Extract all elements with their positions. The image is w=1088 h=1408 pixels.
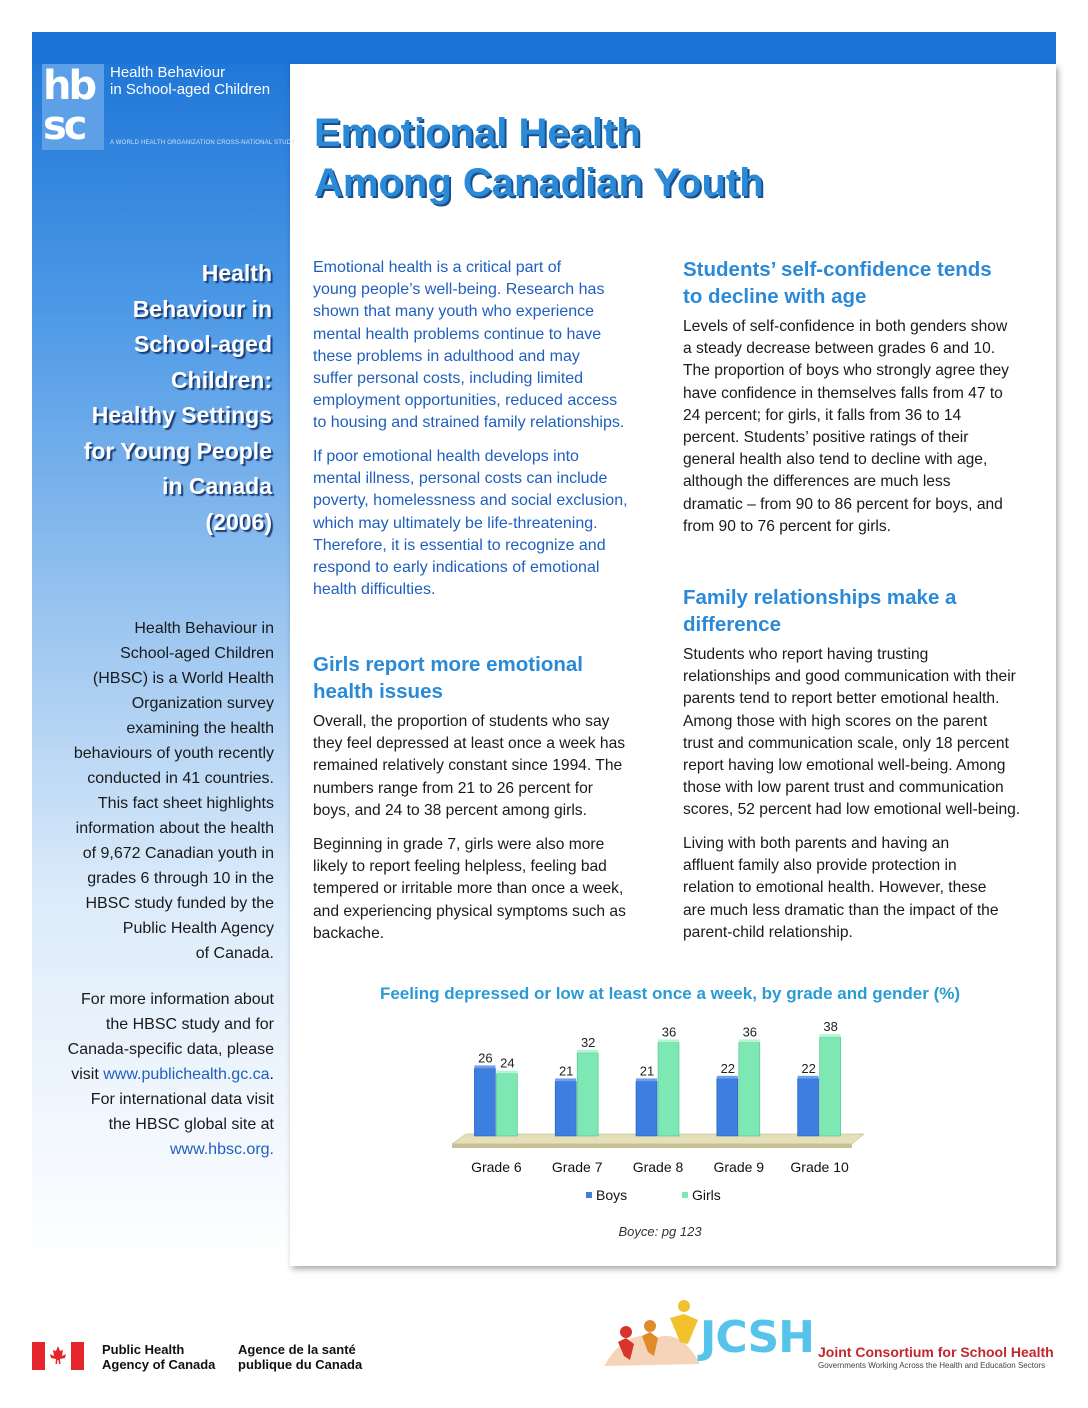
bar-boys (555, 1081, 576, 1136)
sidebar-heading-line: Children: (171, 366, 272, 393)
text-line: remained relatively constant since 1994. The (313, 757, 623, 775)
more-info-line: For more information about (81, 991, 274, 1008)
data-label: 21 (558, 1063, 574, 1079)
text-line: 24 percent; for girls, it falls from 36 to 14 (683, 406, 962, 424)
text-line: boys, and 24 to 38 percent among girls. (313, 801, 587, 819)
text-line: affluent family also provide protection in (683, 857, 957, 875)
text-line: backache. (313, 924, 385, 942)
x-tick-label: Grade 6 (471, 1159, 522, 1175)
legend-label-boys: Boys (596, 1187, 628, 1203)
data-label: 38 (823, 1019, 838, 1035)
text-line: report having low emotional well-being. Among (683, 757, 1006, 775)
bar-boys (717, 1079, 738, 1136)
text-line: although the differences are much less (683, 473, 951, 491)
more-info-line (40, 1062, 274, 1087)
text-line: relationships and good communication with their (683, 668, 1016, 686)
text-line: trust and communication scale, only 18 percent (683, 734, 1009, 752)
legend-swatch-boys (586, 1192, 592, 1198)
intro-paragraph-2 (313, 446, 673, 601)
girls-paragraph-1 (313, 711, 673, 822)
intro-paragraph-1 (313, 257, 673, 435)
more-info-line: Canada-specific data, please (67, 1041, 274, 1058)
bar-top-girls (496, 1071, 517, 1074)
data-label: 22 (801, 1060, 816, 1076)
text-line: parent-child relationship. (683, 923, 853, 941)
bar-top-boys (636, 1078, 657, 1081)
text-line: those with low parent trust and communication (683, 779, 1004, 797)
sidebar-about-line: Health Behaviour in (134, 620, 274, 637)
footer-line: Agency of Canada (102, 1357, 216, 1372)
data-label: 36 (661, 1024, 677, 1040)
jcsh-tagline: Governments Working Across the Health and Education Sectors (818, 1361, 1046, 1370)
data-label: 32 (580, 1034, 596, 1050)
heading-line: to decline with age (683, 285, 867, 308)
hbsc-logo (42, 64, 104, 150)
text-line: Therefore, it is essential to recognize and (313, 536, 606, 554)
text-line: they feel depressed at least once a week has (313, 735, 626, 753)
text-line: Beginning in grade 7, girls were also more (313, 836, 605, 853)
x-tick-label: Grade 10 (790, 1159, 849, 1175)
text-line: health difficulties. (313, 581, 436, 599)
data-label: 21 (639, 1063, 655, 1079)
text-line: these problems in adulthood and may (313, 347, 580, 365)
sidebar-about-line: School-aged Children (120, 645, 274, 662)
bar-boys (636, 1081, 657, 1136)
text-line: suffer personal costs, including limited (313, 370, 584, 388)
sidebar-about (40, 616, 274, 966)
footer-line: Agence de la santé (238, 1342, 356, 1357)
text-line: likely to report feeling helpless, feeling bad (313, 858, 607, 876)
footer-agency-fr (238, 1342, 362, 1372)
heading-line: difference (683, 613, 781, 636)
bar-top-boys (555, 1078, 576, 1081)
section-heading-self-confidence (683, 256, 1043, 310)
family-paragraph-2 (683, 833, 1048, 944)
text-line: scores, 52 percent had low emotional well-being. (683, 801, 1021, 819)
more-info-line: the HBSC study and for (105, 1016, 274, 1033)
x-tick-label: Grade 8 (632, 1159, 684, 1175)
text-line: relation to emotional health. However, these (683, 879, 987, 897)
more-info-line: For international data visit (90, 1091, 274, 1108)
top-banner (32, 32, 1056, 64)
sidebar-more-info (40, 987, 274, 1162)
bar-top-boys (474, 1065, 495, 1068)
bar-boys (474, 1068, 495, 1136)
text-line: dramatic – from 90 to 86 percent for boys, and (683, 495, 1003, 513)
text-line: employment opportunities, reduced access (313, 392, 618, 410)
footer-agency-en (102, 1342, 215, 1372)
canada-flag-icon (32, 1342, 84, 1370)
sidebar-heading-line: School-aged (133, 331, 272, 357)
text-line: a steady decrease between grades 6 and 10. (683, 340, 996, 358)
logo-line1: Health Behaviour (110, 64, 226, 81)
chart-title: Feeling depressed or low at least once a week, by grade and gender (%) (379, 984, 961, 1003)
sidebar-heading-line: Behaviour in (132, 295, 272, 322)
sidebar-heading (40, 256, 272, 540)
bar-girls (739, 1042, 760, 1136)
sidebar-about-line: HBSC study funded by the (85, 895, 274, 912)
hbsc-link[interactable]: www.hbsc.org. (169, 1141, 274, 1158)
legend-swatch-girls (682, 1192, 688, 1198)
bar-top-girls (820, 1034, 841, 1037)
page-title-line1: Emotional Health (314, 111, 641, 155)
text-line: The proportion of boys who strongly agree they (683, 362, 1009, 380)
section-heading-family (683, 584, 1043, 638)
text-line: general health also tend to decline with age, (683, 451, 988, 469)
jcsh-name: Joint Consortium for School Health (818, 1344, 1054, 1360)
sidebar-heading-line: (2006) (205, 508, 272, 535)
bar-chart (440, 1018, 880, 1223)
bar-top-girls (739, 1039, 760, 1042)
family-paragraph-1 (683, 644, 1048, 822)
text-line: to housing and strained family relationships. (313, 414, 625, 432)
text-line: have confidence in themselves falls from 47 to (683, 384, 1003, 402)
x-tick-label: Grade 9 (713, 1159, 765, 1175)
sidebar-about-line: Organization survey (131, 695, 274, 712)
data-label: 36 (742, 1024, 758, 1040)
text-line: are much less dramatic than the impact of the (683, 901, 999, 919)
sidebar-about-line: This fact sheet highlights (97, 795, 274, 812)
footer-line: publique du Canada (238, 1357, 363, 1372)
sidebar-about-line: Public Health Agency (122, 920, 274, 937)
text-line: percent. Students’ positive ratings of their (683, 429, 969, 447)
logo-line2: in School-aged Children (110, 81, 271, 98)
text-line: respond to early indications of emotional (313, 559, 600, 577)
sidebar-about-line: behaviours of youth recently (73, 745, 274, 762)
sidebar-about-line: of 9,672 Canadian youth in (82, 845, 274, 862)
text-line: parents tend to report better emotional health. (683, 690, 1000, 708)
text-line: from 90 to 76 percent for girls. (683, 517, 892, 535)
text-line: If poor emotional health develops into (313, 448, 579, 465)
data-label: 22 (720, 1060, 736, 1076)
sidebar-heading-line: for Young People (83, 437, 272, 464)
text-line: numbers range from 21 to 26 percent for (313, 779, 593, 797)
bar-girls (658, 1042, 679, 1136)
chart-source: Boyce: pg 123 (618, 1224, 702, 1239)
bar-girls (820, 1037, 841, 1136)
section-heading-girls (313, 651, 673, 705)
sidebar-heading-line: Healthy Settings (91, 402, 272, 428)
sidebar-about-line: grades 6 through 10 in the (87, 870, 274, 887)
text-line: mental health problems continue to have (313, 325, 602, 343)
text-line: young people’s well-being. Research has (313, 281, 605, 299)
text-line: poverty, homelessness and social exclusion, (313, 492, 628, 510)
sidebar-about-line: conducted in 41 countries. (87, 770, 274, 787)
jcsh-figures-icon (596, 1298, 706, 1378)
more-info-line: the HBSC global site at (108, 1116, 274, 1133)
text-line: Students who report having trusting (683, 646, 929, 663)
bar-girls (577, 1053, 598, 1136)
text-line: Living with both parents and having an (683, 835, 950, 852)
text-line: which may ultimately be life-threatening. (313, 514, 598, 532)
more-info-period: . (269, 1066, 274, 1083)
text-line: tempered or irritable more than once a week, (313, 880, 624, 898)
footer-line: Public Health (102, 1342, 185, 1357)
text-line: Overall, the proportion of students who say (313, 713, 610, 730)
text-line: Levels of self-confidence in both genders show (683, 318, 1008, 335)
sidebar-about-line: (HBSC) is a World Health (92, 670, 274, 687)
bar-top-boys (798, 1076, 819, 1079)
text-line: and experiencing physical symptoms such as (313, 902, 626, 920)
logo-letters-top: hb (43, 63, 95, 109)
sidebar-about-line: information about the health (75, 820, 274, 837)
jcsh-abbreviation: JCSH (700, 1312, 814, 1363)
heading-line: Students’ self-confidence tends (683, 258, 992, 281)
publichealth-link[interactable]: www.publichealth.gc.ca (103, 1066, 270, 1083)
jcsh-logo (596, 1298, 1066, 1378)
sidebar-heading-line: in Canada (162, 473, 272, 499)
logo-subtitle: A WORLD HEALTH ORGANIZATION CROSS-NATIONAL STUDY (110, 140, 296, 146)
bar-boys (798, 1079, 819, 1136)
chart-floor-edge (452, 1144, 852, 1148)
girls-paragraph-2 (313, 834, 673, 945)
heading-line: Family relationships make a (683, 586, 957, 609)
bar-top-girls (577, 1050, 598, 1053)
x-tick-label: Grade 7 (551, 1159, 603, 1175)
text-line: Emotional health is a critical part of (313, 259, 562, 276)
legend-label-girls: Girls (692, 1187, 721, 1203)
sidebar-about-line: of Canada. (195, 945, 274, 962)
data-label: 24 (500, 1055, 515, 1071)
self-confidence-paragraph (683, 316, 1048, 538)
sidebar-about-line: examining the health (126, 720, 274, 737)
more-info-visit: visit (71, 1066, 104, 1083)
heading-line: Girls report more emotional (313, 653, 583, 676)
bar-top-boys (717, 1076, 738, 1079)
page-title-line2: Among Canadian Youth (314, 161, 764, 205)
text-line: Among those with high scores on the parent (683, 712, 988, 730)
sidebar-heading-line: Health (201, 260, 272, 286)
logo-letters-bottom: sc (43, 103, 85, 149)
heading-line: health issues (313, 680, 443, 703)
text-line: shown that many youth who experience (313, 303, 595, 321)
bar-girls (496, 1074, 517, 1136)
bar-top-girls (658, 1039, 679, 1042)
text-line: mental illness, personal costs can include (313, 470, 608, 488)
data-label: 26 (478, 1050, 493, 1066)
